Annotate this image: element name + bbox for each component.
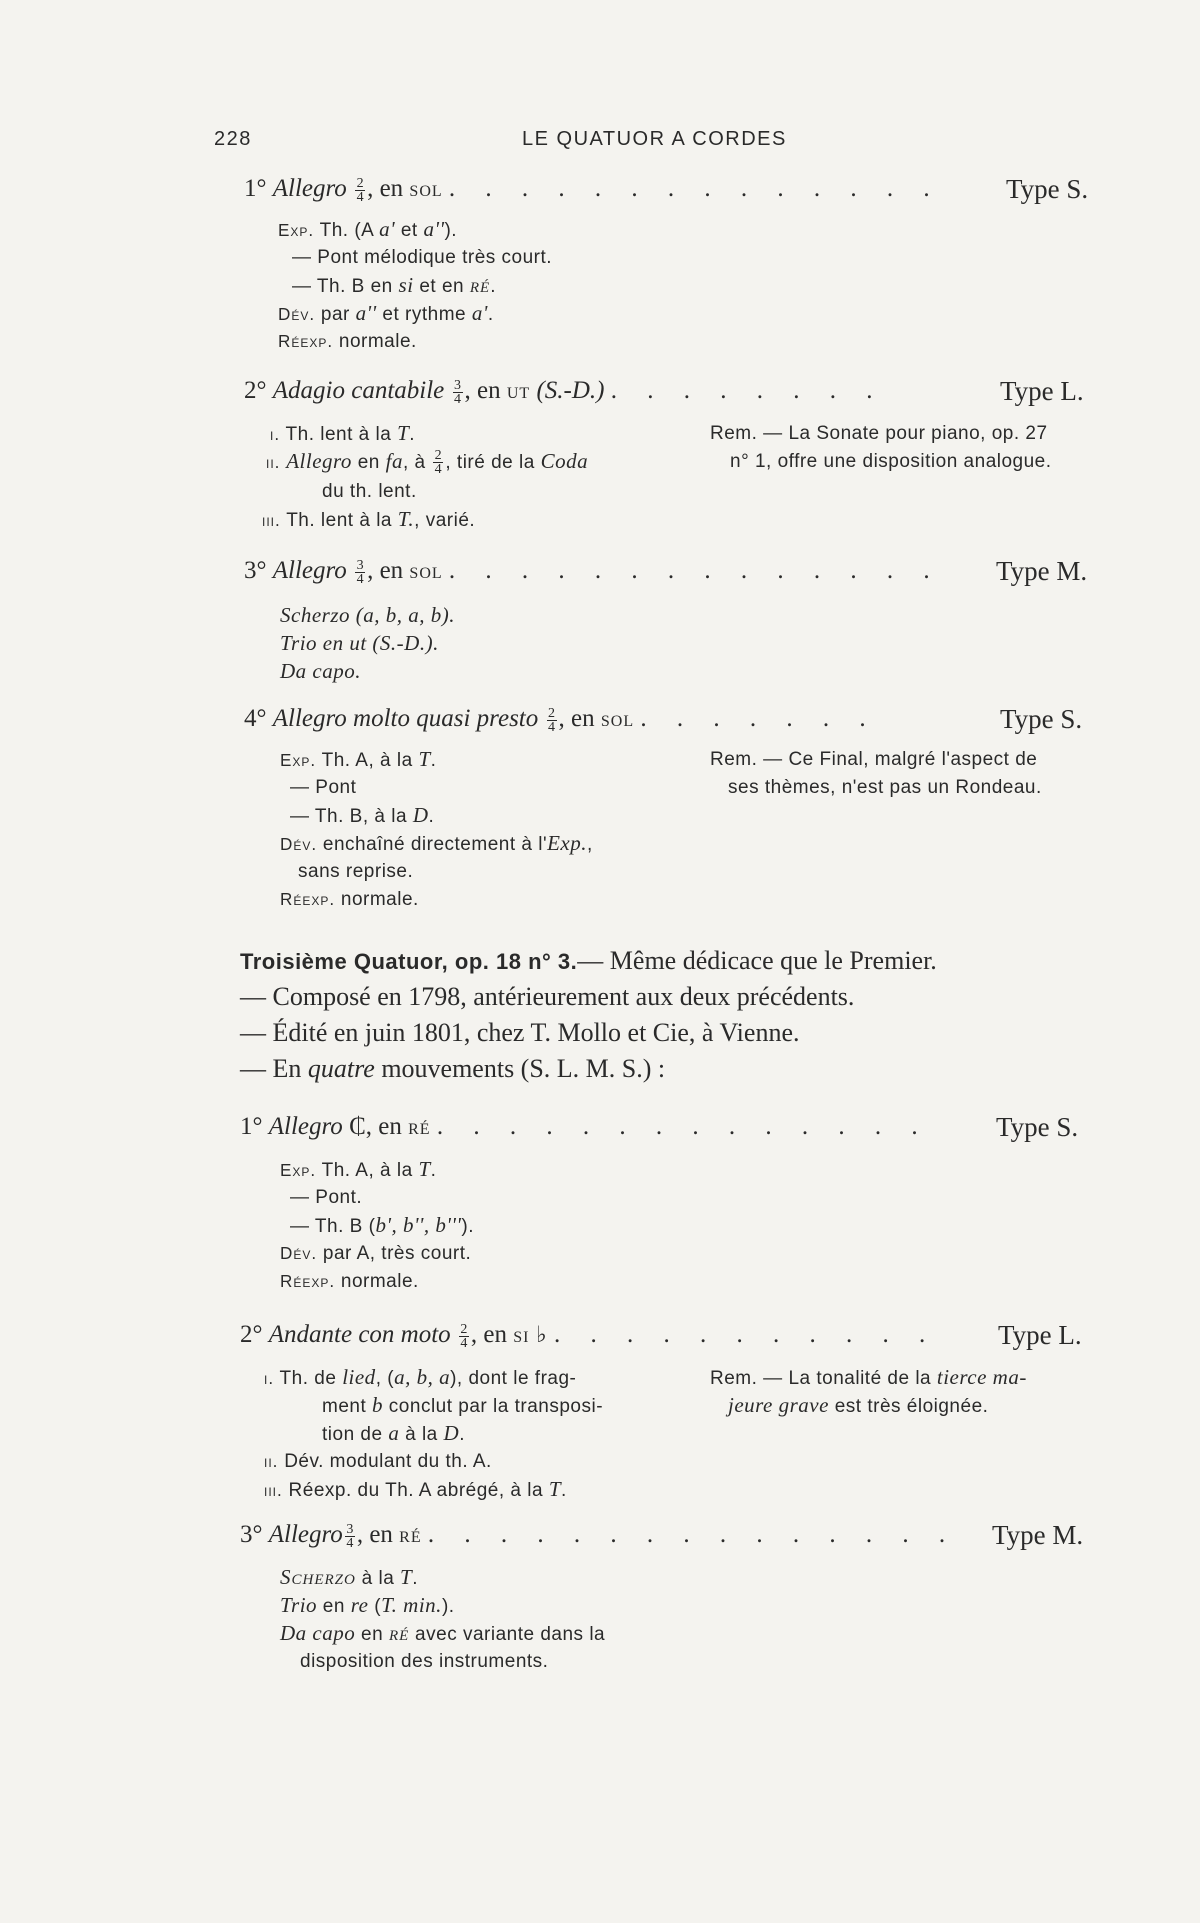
text-line: ii. Allegro en fa, à $\frac{2}{4}$ , tiré de la Coda — [266, 448, 589, 478]
time-signature: $\frac{3}{4}$ — [346, 1521, 354, 1551]
text-line: — Pont — [290, 777, 357, 798]
movement-heading: 3° Allegro $\frac{3}{4}$ , en ré . . . . . . . . . . . . . . . — [240, 1521, 958, 1551]
text-line: Réexp. normale. — [280, 1271, 419, 1292]
text-line: Scherzo (a, b, a, b). — [280, 603, 455, 627]
movement-heading: 1° Allegro $\frac{2}{4}$ , en sol . . . . . . . . . . . . . . — [244, 175, 942, 205]
text-line: Da capo. — [280, 659, 361, 683]
text-line: — Édité en juin 1801, chez T. Mollo et Cie, à Vienne. — [240, 1018, 800, 1047]
text-line: Réexp. normale. — [278, 331, 417, 352]
text-line: sans reprise. — [298, 861, 414, 882]
text-line: Da capo en ré avec variante dans la — [280, 1621, 606, 1645]
section-title: Troisième Quatuor, op. 18 n° 3. — [240, 949, 578, 974]
text-line: ment b conclut par la transposi- — [322, 1393, 604, 1417]
time-signature: $\frac{2}{4}$ — [460, 1321, 468, 1351]
movement-type: Type L. — [998, 1320, 1082, 1350]
text-line: Réexp. normale. — [280, 889, 419, 910]
page-number: 228 — [214, 128, 252, 150]
time-signature: $\frac{2}{4}$ — [434, 448, 443, 478]
text-line: Trio en ut (S.-D.). — [280, 631, 439, 655]
movement-type: Type M. — [992, 1520, 1084, 1550]
text-line: i. Th. lent à la T. — [270, 421, 416, 445]
text-line: Exp. Th. (A a' et a''). — [278, 217, 458, 241]
text-line: Dév. par A, très court. — [280, 1243, 472, 1264]
text-line: Dév. enchaîné directement à l'Exp., — [280, 831, 593, 855]
text-line: — Pont. — [290, 1187, 363, 1208]
movement-type: Type S. — [1006, 174, 1089, 204]
text-line: Exp. Th. A, à la T. — [280, 1157, 437, 1181]
remark: ses thèmes, n'est pas un Rondeau. — [728, 777, 1042, 798]
text-line: — Th. B, à la D. — [290, 803, 435, 827]
section-intro: Troisième Quatuor, op. 18 n° 3.— Même dédicace que le Premier. — [240, 946, 937, 975]
time-signature: $\frac{2}{4}$ — [548, 705, 556, 735]
time-signature: $\frac{3}{4}$ — [356, 557, 364, 587]
remark: Rem. — Ce Final, malgré l'aspect de — [710, 749, 1038, 770]
text-line: i. Th. de lied, (a, b, a), dont le frag- — [264, 1365, 577, 1389]
remark: Rem. — La tonalité de la tierce ma- — [710, 1365, 1027, 1389]
text-line: — Th. B (b', b'', b'''). — [290, 1213, 475, 1237]
text-line: — Pont mélodique très court. — [292, 247, 553, 268]
text-line: Scherzo à la T. — [280, 1565, 419, 1589]
text-line: tion de a à la D. — [322, 1421, 465, 1445]
movement-heading: 1° Allegro ₵, en ré . . . . . . . . . . . . . . — [240, 1113, 930, 1140]
text-line: disposition des instruments. — [300, 1651, 549, 1672]
text-line: — Th. B en si et en ré. — [292, 273, 496, 297]
movement-heading: 3° Allegro $\frac{3}{4}$ , en sol . . . . . . . . . . . . . . — [244, 557, 942, 587]
movement-type: Type L. — [1000, 376, 1084, 406]
running-title: LE QUATUOR A CORDES — [522, 128, 787, 150]
text-line: — En quatre mouvements (S. L. M. S.) : — [240, 1054, 666, 1083]
remark: jeure grave est très éloignée. — [728, 1393, 989, 1417]
text-line: — Composé en 1798, antérieurement aux deux précédents. — [240, 982, 855, 1011]
text-line: iii. Th. lent à la T., varié. — [262, 507, 476, 531]
cut-time-symbol: ₵ — [349, 1113, 366, 1140]
text-line: iii. Réexp. du Th. A abrégé, à la T. — [264, 1477, 567, 1501]
text-line: Trio en re (T. min.). — [280, 1593, 455, 1617]
movement-heading: 2° Andante con moto $\frac{2}{4}$ , en si ♭ . . . . . . . . . . . — [240, 1321, 938, 1351]
time-signature: $\frac{2}{4}$ — [356, 175, 364, 205]
movement-type: Type S. — [1000, 704, 1083, 734]
text-line: du th. lent. — [322, 481, 417, 502]
movement-heading: 4° Allegro molto quasi presto $\frac{2}{4}$ , en sol . . . . . . . — [244, 705, 878, 735]
remark: Rem. — La Sonate pour piano, op. 27 — [710, 423, 1048, 444]
text-line: Dév. par a'' et rythme a'. — [278, 301, 494, 325]
text-line: Exp. Th. A, à la T. — [280, 747, 437, 771]
movement-heading: 2° Adagio cantabile $\frac{3}{4}$ , en ut (S.-D.) . . . . . . . . — [244, 377, 885, 407]
time-signature: $\frac{3}{4}$ — [454, 377, 461, 407]
movement-type: Type M. — [996, 556, 1088, 586]
movement-type: Type S. — [996, 1112, 1079, 1142]
text-line: ii. Dév. modulant du th. A. — [264, 1451, 492, 1472]
remark: n° 1, offre une disposition analogue. — [730, 451, 1052, 472]
